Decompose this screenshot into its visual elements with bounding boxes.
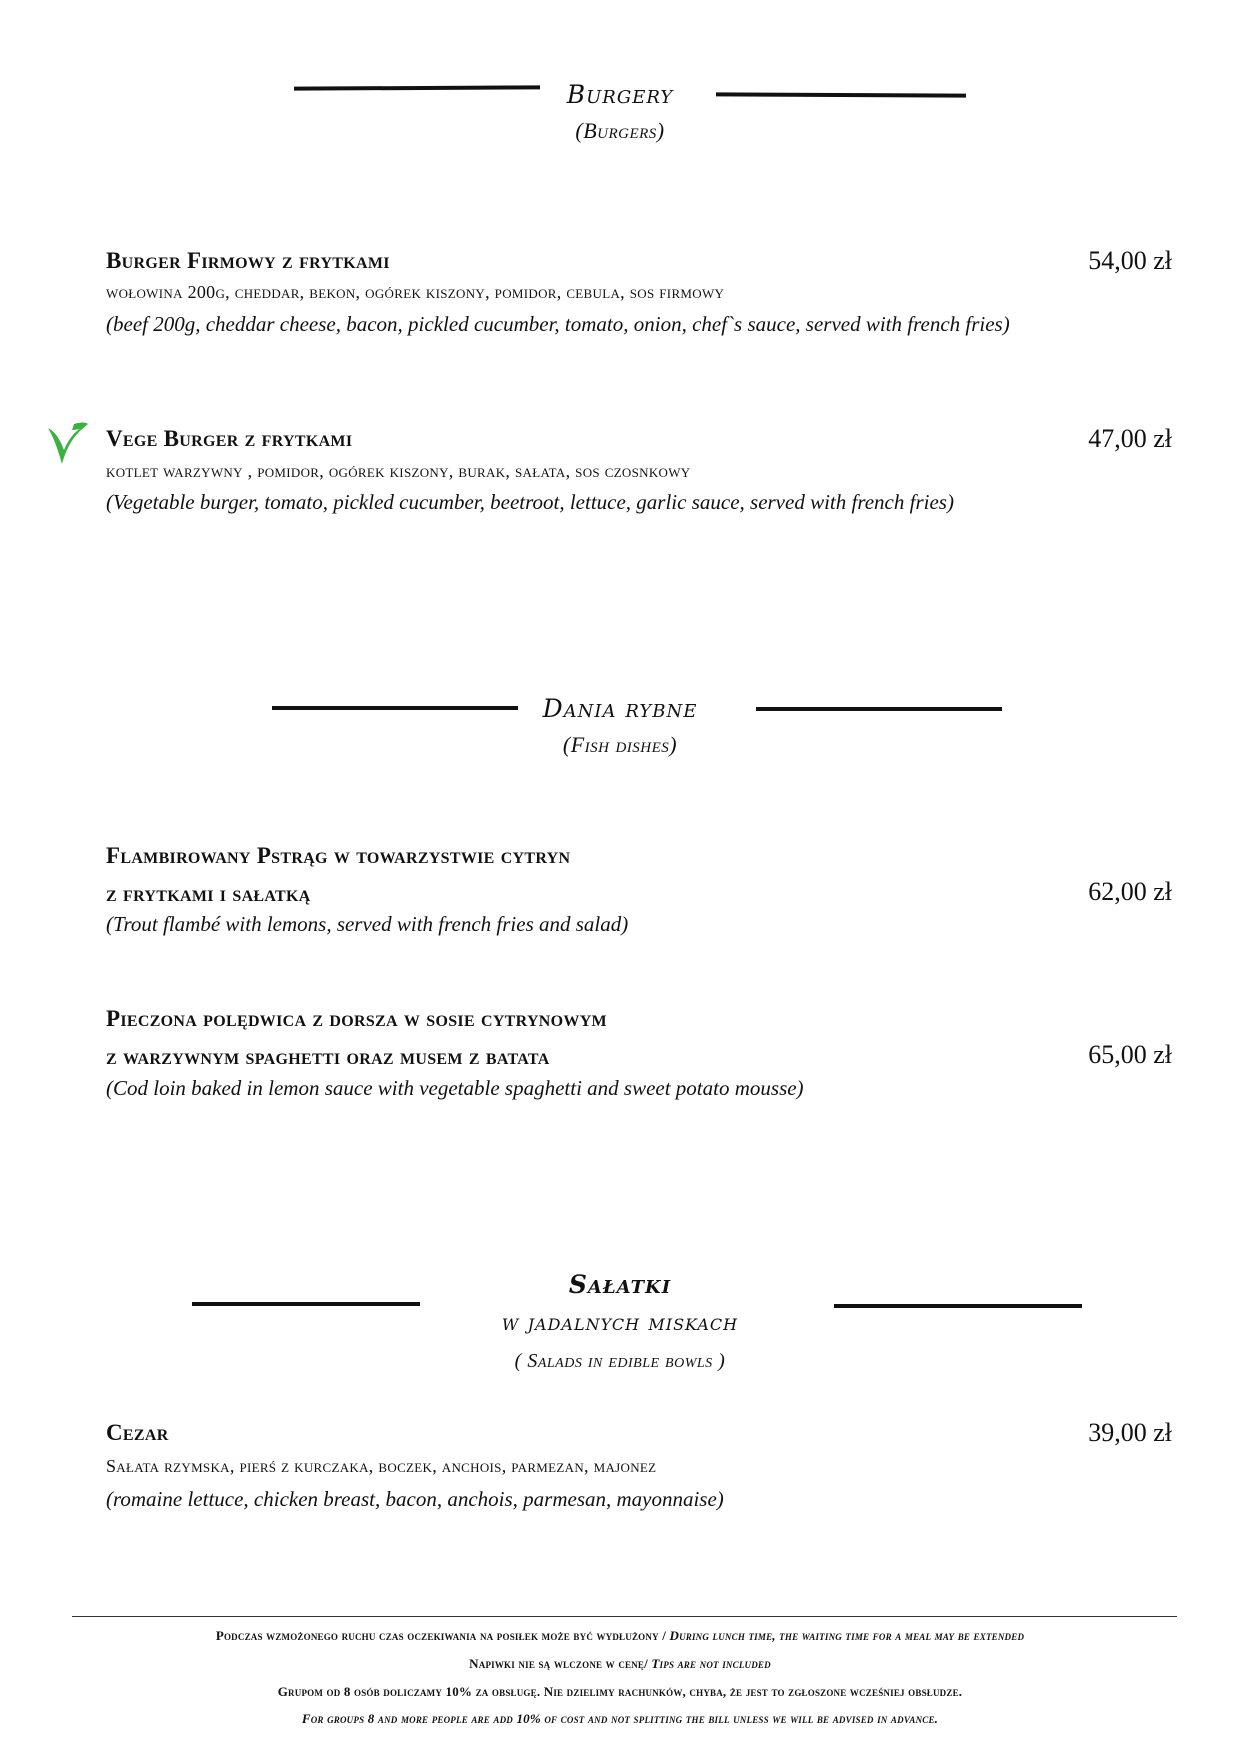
footer-line-1 (0, 1628, 1240, 1644)
salads-section-title-2: w jadalnych miskach (501, 1310, 739, 1336)
footer-line-1-pl: Podczas wzmożonego ruchu czas oczekiwania na posiłek może być wydłużony / (215, 1628, 670, 1643)
burger-firmowy-name: Burger Firmowy z frytkami (106, 248, 390, 273)
salads-rule-left (192, 1302, 420, 1306)
vege-burger-name: Vege Burger z frytkami (106, 426, 353, 451)
pstrag-name-line2: z frytkami i sałatką (106, 881, 311, 906)
footer-line-4 (0, 1711, 1240, 1727)
pstrag-price: 62,00 zł (1088, 877, 1172, 906)
footer-line-4-text: For groups 8 and more people are add 10% of cost and not splitting the bill unless we will be advised in advance. (301, 1711, 939, 1726)
salads-section-title: Sałatki (568, 1270, 672, 1299)
fish-section-subtitle: (Fish dishes) (562, 732, 678, 757)
burger-firmowy-english: (beef 200g, cheddar cheese, bacon, pickled cucumber, tomato, onion, chef`s sauce, served with french fries) (106, 312, 1010, 336)
vege-burger-description: kotlet warzywny , pomidor, ogórek kiszony, burak, sałata, sos czosnkowy (106, 461, 691, 481)
burger-firmowy-description: wołowina 200g, cheddar, bekon, ogórek kiszony, pomidor, cebula, sos firmowy (106, 282, 725, 302)
salads-rule-right (834, 1304, 1082, 1308)
footer-divider (72, 1616, 1177, 1617)
vege-burger-price: 47,00 zł (1088, 424, 1172, 453)
cezar-description: Sałata rzymska, pierś z kurczaka, boczek, anchois, parmezan, majonez (106, 1456, 657, 1476)
dorsz-name-line2: z warzywnym spaghetti oraz musem z batata (106, 1044, 550, 1069)
footer-line-1-en: During lunch time, the waiting time for a meal may be extended (669, 1628, 1025, 1643)
dorsz-name-line1: Pieczona polędwica z dorsza w sosie cytrynowym (106, 1006, 607, 1031)
footer-line-3: Grupom od 8 osób doliczamy 10% za obsługę. Nie dzielimy rachunków, chyba, że jest to zgłoszone wcześniej obsłudze. (277, 1684, 963, 1699)
salads-section-subtitle: ( Salads in edible bowls ) (514, 1350, 726, 1372)
footer-line-2-en: Tips are not included (651, 1656, 771, 1671)
burger-firmowy-price: 54,00 zł (1088, 246, 1172, 275)
vegetarian-leaf-icon (44, 420, 90, 468)
pstrag-english: (Trout flambé with lemons, served with french fries and salad) (106, 912, 629, 936)
burgers-section-title: Burgery (566, 80, 674, 109)
footer-line-2-pl: Napiwki nie są wlczone w cenę/ (469, 1656, 652, 1671)
pstrag-name-line1: Flambirowany Pstrąg w towarzystwie cytryn (106, 843, 571, 868)
cezar-price: 39,00 zł (1088, 1418, 1172, 1447)
dorsz-price: 65,00 zł (1088, 1040, 1172, 1069)
footer-line-2 (0, 1656, 1240, 1672)
cezar-english: (romaine lettuce, chicken breast, bacon, anchois, parmesan, mayonnaise) (106, 1487, 724, 1511)
fish-section-title: Dania rybne (542, 694, 698, 723)
dorsz-english: (Cod loin baked in lemon sauce with vegetable spaghetti and sweet potato mousse) (106, 1076, 804, 1100)
burgers-section-subtitle: (Burgers) (575, 118, 665, 143)
cezar-name: Cezar (106, 1420, 169, 1445)
vege-burger-english: (Vegetable burger, tomato, pickled cucumber, beetroot, lettuce, garlic sauce, served with french fries) (106, 490, 954, 514)
